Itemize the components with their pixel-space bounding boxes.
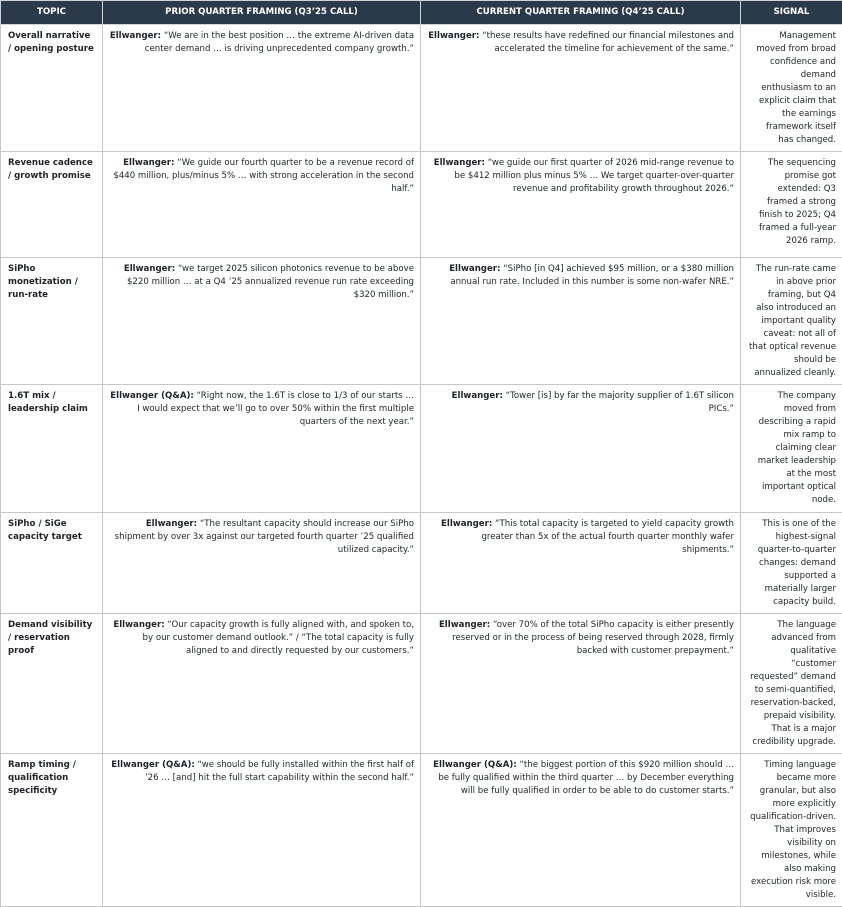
topic-cell: SiPho monetization / run-rate — [1, 258, 103, 385]
quote-text: “these results have redefined our financial milestones and accelerated the timeline for achievement of the same.” — [479, 31, 734, 54]
table-row — [1, 258, 842, 385]
speaker-label: Ellwanger: — [113, 620, 164, 630]
table-row — [1, 614, 842, 754]
table-row — [1, 152, 842, 258]
prior-quote-cell — [103, 614, 421, 754]
quote-text: “We are in the best position … the extreme AI-driven data center demand … is driving unprecedented company growth.” — [145, 31, 414, 54]
prior-quote-cell — [103, 385, 421, 513]
signal-cell: Timing language became more granular, but also more explicitly qualification-driven. That improves visibility on milestones, while also making execution risk more visible. — [741, 754, 842, 907]
signal-cell: The language advanced from qualitative “customer requested” demand to semi-quantified, reservation-backed, prepaid visibility. That is a major credibility upgrade. — [741, 614, 842, 754]
quote-text: “The resultant capacity should increase our SiPho shipment by over 3x against our targeted fourth quarter ’25 qualified utilized capacity.” — [115, 519, 414, 555]
topic-cell: SiPho / SiGe capacity target — [1, 513, 103, 614]
quote-text: “Tower [is] by far the majority supplier of 1.6T silicon PICs.” — [503, 391, 734, 414]
header-current-quarter: CURRENT QUARTER FRAMING (Q4’25 CALL) — [421, 1, 741, 25]
table-row — [1, 754, 842, 907]
quote-text: “SiPho [in Q4] achieved $95 million, or a $380 million annual run rate. Included in this number is some non-wafer NRE.” — [450, 264, 734, 287]
current-quote-cell — [421, 513, 741, 614]
speaker-label: Ellwanger: — [434, 158, 485, 168]
signal-cell: The run-rate came in above prior framing, but Q4 also introduced an important quality caveat: not all of that optical revenue should be annualized cleanly. — [741, 258, 842, 385]
speaker-label: Ellwanger: — [452, 391, 503, 401]
quote-text: “Our capacity growth is fully aligned with, and spoken to, by our customer demand outlook.” / “The total capacity is fully aligned to and directly requested by our customers.” — [143, 620, 414, 656]
speaker-label: Ellwanger: — [449, 264, 500, 274]
topic-cell: Demand visibility / reservation proof — [1, 614, 103, 754]
header-signal: SIGNAL — [741, 1, 842, 25]
speaker-label: Ellwanger: — [146, 519, 197, 529]
current-quote-cell — [421, 258, 741, 385]
signal-cell: The sequencing promise got extended: Q3 framed a strong finish to 2025; Q4 framed a full-year 2026 ramp. — [741, 152, 842, 258]
quote-text: “we should be fully installed within the first half of ’26 … [and] hit the full start capability within the second half.” — [145, 760, 414, 783]
prior-quote-cell — [103, 513, 421, 614]
speaker-label: Ellwanger (Q&A): — [110, 391, 194, 401]
speaker-label: Ellwanger: — [110, 31, 161, 41]
current-quote-cell — [421, 385, 741, 513]
prior-quote-cell — [103, 25, 421, 152]
speaker-label: Ellwanger: — [439, 620, 490, 630]
quote-text: “We guide our fourth quarter to be a revenue record of $440 million, plus/minus 5% … with strong acceleration in the second half.” — [113, 158, 414, 194]
prior-quote-cell — [103, 152, 421, 258]
current-quote-cell — [421, 25, 741, 152]
speaker-label: Ellwanger: — [123, 158, 174, 168]
quote-text: “we guide our first quarter of 2026 mid-range revenue to be $412 million plus minus 5% … We target quarter-over-quarter revenue and profitability growth throughout 2026.” — [454, 158, 734, 194]
signal-cell: This is one of the highest-signal quarter-to-quarter changes: demand supported a materially larger capacity build. — [741, 513, 842, 614]
header-row — [1, 1, 842, 25]
quote-text: “the biggest portion of this $920 million should … be fully qualified within the third quarter … by December everything will be fully qualified in order to be able to do customer starts.” — [438, 760, 734, 796]
topic-cell: 1.6T mix / leadership claim — [1, 385, 103, 513]
topic-cell: Revenue cadence / growth promise — [1, 152, 103, 258]
speaker-label: Ellwanger (Q&A): — [111, 760, 195, 770]
prior-quote-cell — [103, 258, 421, 385]
speaker-label: Ellwanger: — [441, 519, 492, 529]
speaker-label: Ellwanger (Q&A): — [433, 760, 517, 770]
table-row — [1, 513, 842, 614]
topic-cell: Ramp timing / qualification specificity — [1, 754, 103, 907]
quote-text: “over 70% of the total SiPho capacity is either presently reserved or in the process of being reserved through 2028, firmly backed with customer prepayment.” — [452, 620, 734, 656]
current-quote-cell — [421, 754, 741, 907]
prior-quote-cell — [103, 754, 421, 907]
current-quote-cell — [421, 152, 741, 258]
header-prior-quarter: PRIOR QUARTER FRAMING (Q3’25 CALL) — [103, 1, 421, 25]
signal-cell: Management moved from broad confidence and demand enthusiasm to an explicit claim that the earnings framework itself has changed. — [741, 25, 842, 152]
header-topic: TOPIC — [1, 1, 103, 25]
current-quote-cell — [421, 614, 741, 754]
quote-text: “Right now, the 1.6T is close to 1/3 of our starts … I would expect that we’ll go to over 50% within the first multiple quarters of the next year.” — [137, 391, 414, 427]
speaker-label: Ellwanger: — [124, 264, 175, 274]
quote-text: “we target 2025 silicon photonics revenue to be above $220 million … at a Q4 ’25 annualized revenue run rate exceeding $320 million.” — [127, 264, 414, 300]
speaker-label: Ellwanger: — [428, 31, 479, 41]
topic-cell: Overall narrative / opening posture — [1, 25, 103, 152]
quote-text: “This total capacity is targeted to yield capacity growth greater than 5x of the actual fourth quarter monthly wafer shipments.” — [481, 519, 734, 555]
signal-cell: The company moved from describing a rapid mix ramp to claiming clear market leadership at the most important optical node. — [741, 385, 842, 513]
table-row — [1, 385, 842, 513]
table-row — [1, 25, 842, 152]
